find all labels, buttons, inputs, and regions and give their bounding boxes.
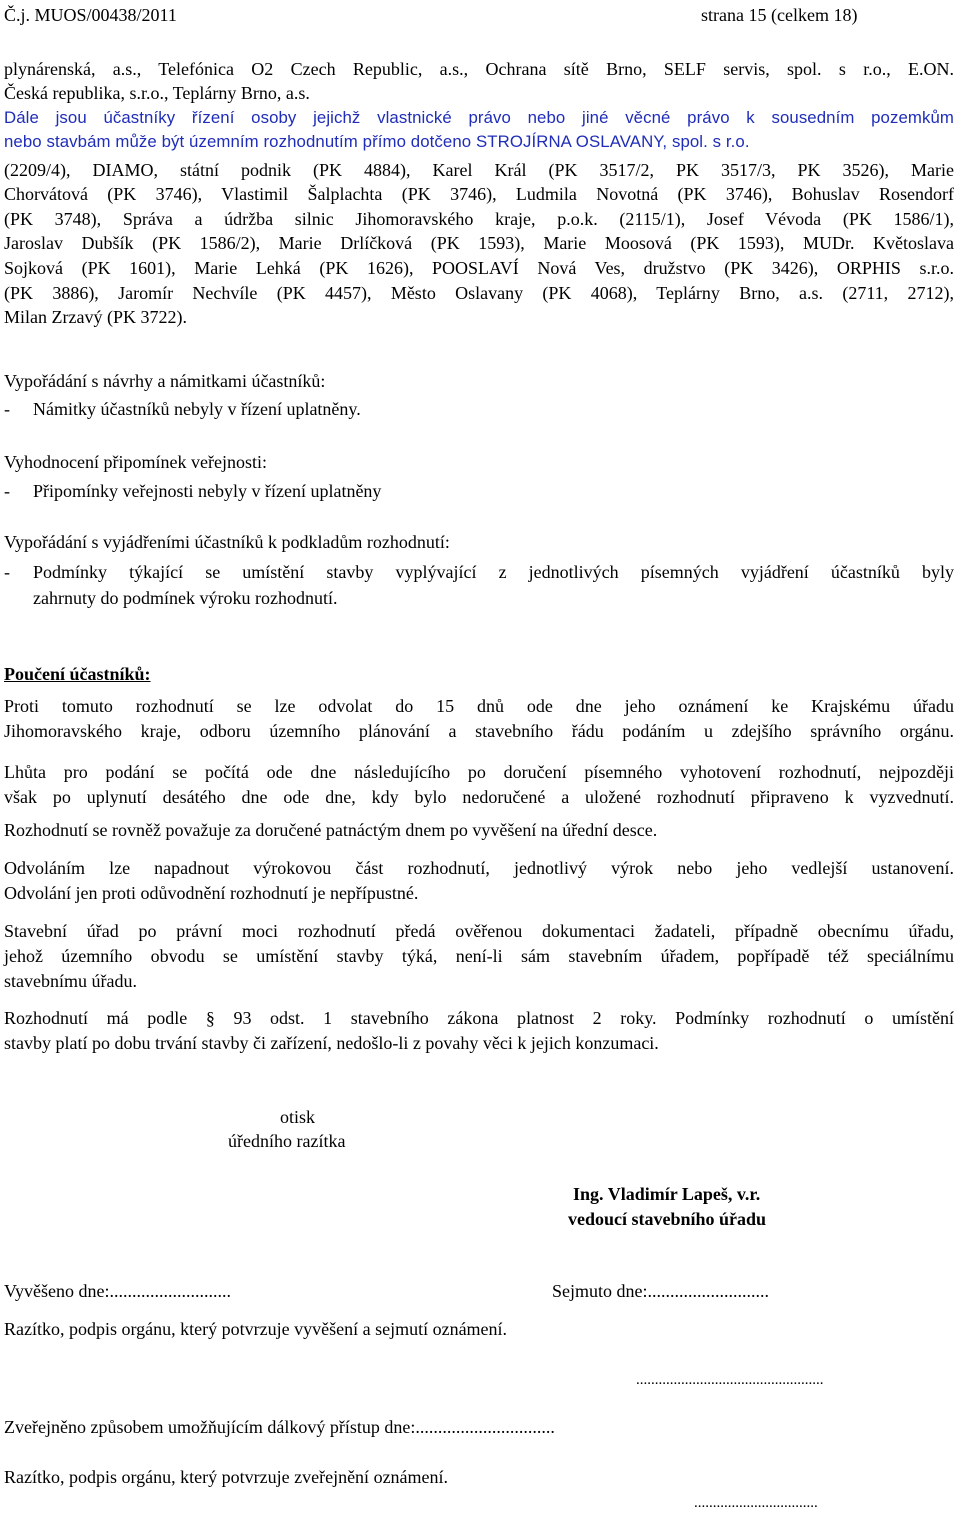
neighbours-line-5: (PK 3748), Správa a údržba silnic Jihomoravského kraje, p.o.k. (2115/1), Josef Vévoda (PK 1586/1),	[4, 209, 954, 229]
neighbours-line-6: Jaroslav Dubšík (PK 1586/2), Marie Drlíčková (PK 1593), Marie Moosová (PK 1593), MUDr. Květoslava	[4, 233, 954, 253]
instructions-p5-line-1: Stavební úřad po právní moci rozhodnutí předá ověřenou dokumentaci žadateli, případně obecnímu úřadu,	[4, 921, 954, 941]
page-counter: strana 15 (celkem 18)	[701, 5, 858, 25]
instructions-p5-line-2: jehož územního obvodu se umístění stavby týká, není-li sám stavebním úřadem, popřípadě též speciálnímu	[4, 946, 954, 966]
section-statements-dash: -	[4, 562, 10, 582]
instructions-p2-line-2: však po uplynutí desátého dne ode dne, kdy bylo nedoručené a uložené rozhodnutí připraveno k vyzvednutí.	[4, 787, 954, 807]
section-statements-item-line-1: Podmínky týkající se umístění stavby vyplývající z jednotlivých písemných vyjádření účastníků byly	[33, 562, 954, 582]
neighbours-line-8: (PK 3886), Jaromír Nechvíle (PK 4457), Město Oslavany (PK 4068), Teplárny Brno, a.s. (2711, 2712),	[4, 283, 954, 303]
neighbours-line-2: nebo stavbám může být územním rozhodnutím přímo dotčeno STROJÍRNA OSLAVANY, spol. s r.o.	[4, 132, 750, 151]
neighbours-line-3: (2209/4), DIAMO, státní podnik (PK 4884), Karel Král (PK 3517/2, PK 3517/3, PK 3526), Marie	[4, 160, 954, 180]
participants-line-2: Česká republika, s.r.o., Teplárny Brno, a.s.	[4, 83, 310, 103]
section-statements-title: Vypořádání s vyjádřeními účastníků k podkladům rozhodnutí:	[4, 532, 450, 552]
removed-date-field: Sejmuto dne:...........................	[552, 1281, 769, 1301]
neighbours-line-7: Sojková (PK 1601), Marie Lehká (PK 1626), POOSLAVÍ Nová Ves, družstvo (PK 3426), ORPHIS s.r.o.	[4, 258, 954, 278]
participants-line-1: plynárenská, a.s., Telefónica O2 Czech Republic, a.s., Ochrana sítě Brno, SELF servis, spol. s r.o., E.ON.	[4, 59, 954, 79]
instructions-p2-line-1: Lhůta pro podání se počítá ode dne následujícího po doručení písemného vyhotovení rozhodnutí, nejpozději	[4, 762, 954, 782]
stamp-label-line-1: otisk	[280, 1107, 316, 1127]
posting-signature-dots: ..................................................	[636, 1372, 824, 1388]
instructions-title: Poučení účastníků:	[4, 664, 151, 684]
section-public-item: Připomínky veřejnosti nebyly v řízení uplatněny	[33, 481, 382, 501]
reference-number: Č.j. MUOS/00438/2011	[4, 5, 177, 25]
section-objections-title: Vypořádání s návrhy a námitkami účastníků:	[4, 371, 326, 391]
section-objections-item: Námitky účastníků nebyly v řízení uplatněny.	[33, 399, 361, 419]
section-statements-item-line-2: zahrnuty do podmínek výroku rozhodnutí.	[33, 588, 338, 608]
signatory-name: Ing. Vladimír Lapeš, v.r.	[573, 1184, 761, 1204]
instructions-p6-line-1: Rozhodnutí má podle § 93 odst. 1 stavebního zákona platnost 2 roky. Podmínky rozhodnutí o umístění	[4, 1008, 954, 1028]
instructions-p3-line-1: Rozhodnutí se rovněž považuje za doručené patnáctým dnem po vyvěšení na úřední desce.	[4, 820, 658, 840]
neighbours-line-4: Chorvátová (PK 3746), Vlastimil Šalplachta (PK 3746), Ludmila Novotná (PK 3746), Bohuslav Rosendorf	[4, 184, 954, 204]
instructions-p4-line-1: Odvoláním lze napadnout výrokovou část rozhodnutí, jednotlivý výrok nebo jeho vedlejší ustanovení.	[4, 858, 954, 878]
instructions-p1-line-2: Jihomoravského kraje, odboru územního plánování a stavebního řádu podáním u zdejšího správního orgánu.	[4, 721, 954, 741]
posting-stamp-note: Razítko, podpis orgánu, který potvrzuje vyvěšení a sejmutí oznámení.	[4, 1319, 508, 1339]
instructions-p6-line-2: stavby platí po dobu trvání stavby či zařízení, nedošlo-li z povahy věci k jejich konzumaci.	[4, 1033, 659, 1053]
neighbours-line-9: Milan Zrzavý (PK 3722).	[4, 307, 187, 327]
section-public-title: Vyhodnocení připomínek veřejnosti:	[4, 452, 267, 472]
section-public-dash: -	[4, 481, 10, 501]
instructions-p1-line-1: Proti tomuto rozhodnutí se lze odvolat do 15 dnů ode dne jeho oznámení ke Krajskému úřadu	[4, 696, 954, 716]
instructions-p4-line-2: Odvolání jen proti odůvodnění rozhodnutí je nepřípustné.	[4, 883, 419, 903]
stamp-label-line-2: úředního razítka	[228, 1131, 346, 1151]
neighbours-line-1: Dále jsou účastníky řízení osoby jejichž vlastnické právo nebo jiné věcné právo k sousedním pozemkům	[4, 108, 954, 127]
posted-date-field: Vyvěšeno dne:...........................	[4, 1281, 231, 1301]
signatory-role: vedoucí stavebního úřadu	[568, 1209, 767, 1229]
publishing-signature-dots: .................................	[694, 1495, 818, 1511]
section-objections-dash: -	[4, 399, 10, 419]
publishing-stamp-note: Razítko, podpis orgánu, který potvrzuje zveřejnění oznámení.	[4, 1467, 449, 1487]
instructions-p5-line-3: stavebnímu úřadu.	[4, 971, 137, 991]
published-date-field: Zveřejněno způsobem umožňujícím dálkový přístup dne:...............................	[4, 1417, 555, 1437]
